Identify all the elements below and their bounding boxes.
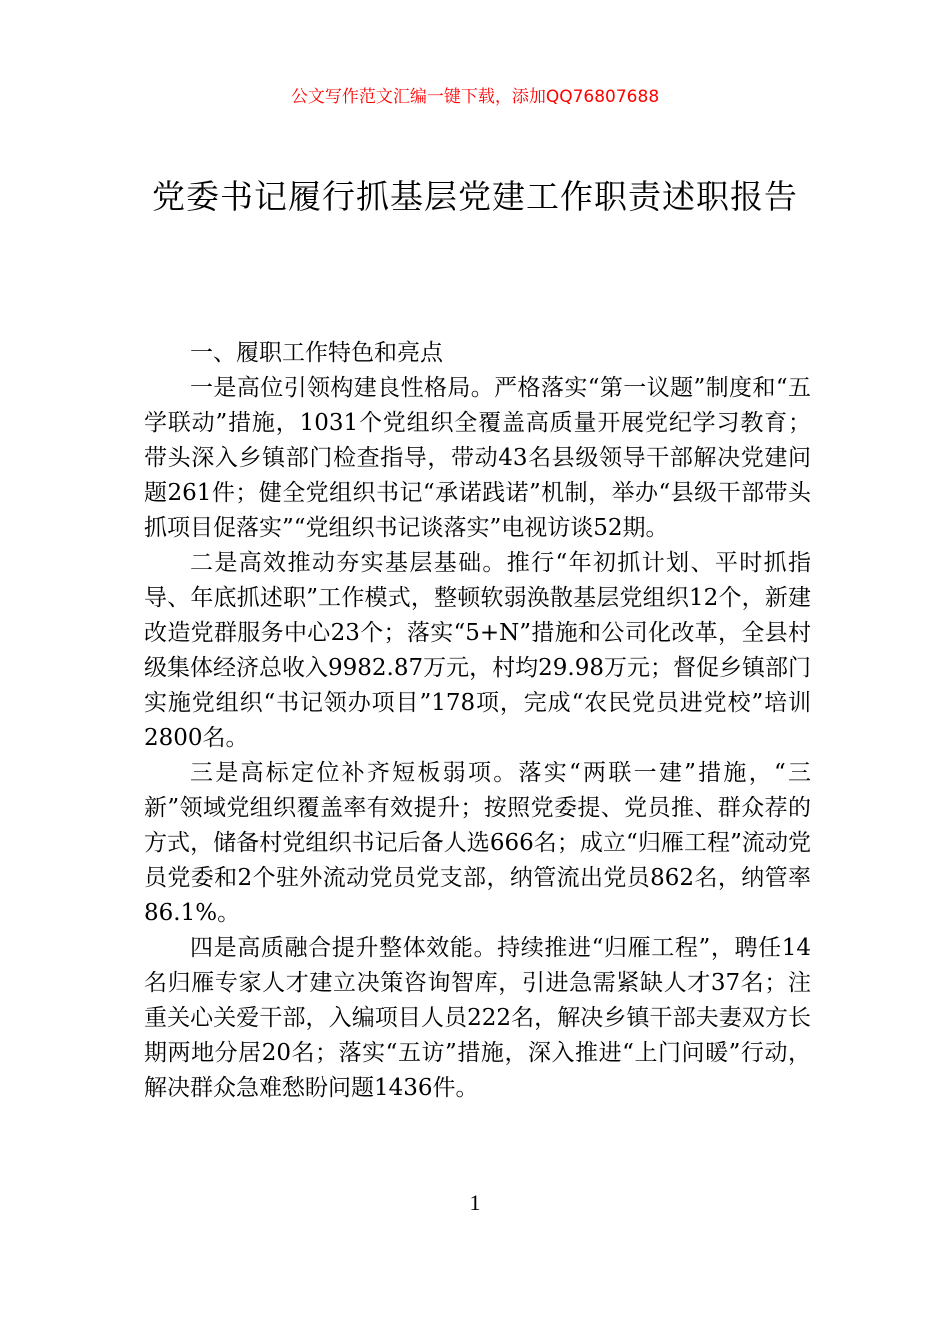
paragraph-1: 一是高位引领构建良性格局。严格落实“第一议题”制度和“五学联动”措施，1031个党组织全覆盖高质量开展党纪学习教育；带头深入乡镇部门检查指导，带动43名县级领导干部解决党建问题261件；健全党组织书记“承诺践诺”机制，举办“县级干部带头抓项目促落实”“党组织书记谈落实”电视访谈52期。 xyxy=(144,375,811,541)
download-notice: 公文写作范文汇编一键下载，添加QQ76807688 xyxy=(290,87,660,107)
paragraph-4: 四是高质融合提升整体效能。持续推进“归雁工程”，聘任14名归雁专家人才建立决策咨询智库，引进急需紧缺人才37名；注重关心关爱干部，入编项目人员222名，解决乡镇干部夫妻双方长期两地分居20名；落实“五访”措施，深入推进“上门问暖”行动，解决群众急难愁盼问题1436件。 xyxy=(144,935,811,1101)
page-number: 1 xyxy=(469,1190,481,1215)
document-body xyxy=(144,336,811,1106)
section-heading: 一、履职工作特色和亮点 xyxy=(190,340,443,366)
paragraph-2: 二是高效推动夯实基层基础。推行“年初抓计划、平时抓指导、年底抓述职”工作模式，整顿软弱涣散基层党组织12个，新建改造党群服务中心23个；落实“5+N”措施和公司化改革，全县村级集体经济总收入9982.87万元，村均29.98万元；督促乡镇部门实施党组织“书记领办项目”178项，完成“农民党员进党校”培训2800名。 xyxy=(144,550,811,751)
paragraph-3: 三是高标定位补齐短板弱项。落实“两联一建”措施，“三新”领域党组织覆盖率有效提升；按照党委提、党员推、群众荐的方式，储备村党组织书记后备人选666名；成立“归雁工程”流动党员党委和2个驻外流动党员党支部，纳管流出党员862名，纳管率86.1%。 xyxy=(144,760,811,926)
document-title: 党委书记履行抓基层党建工作职责述职报告 xyxy=(152,177,798,216)
